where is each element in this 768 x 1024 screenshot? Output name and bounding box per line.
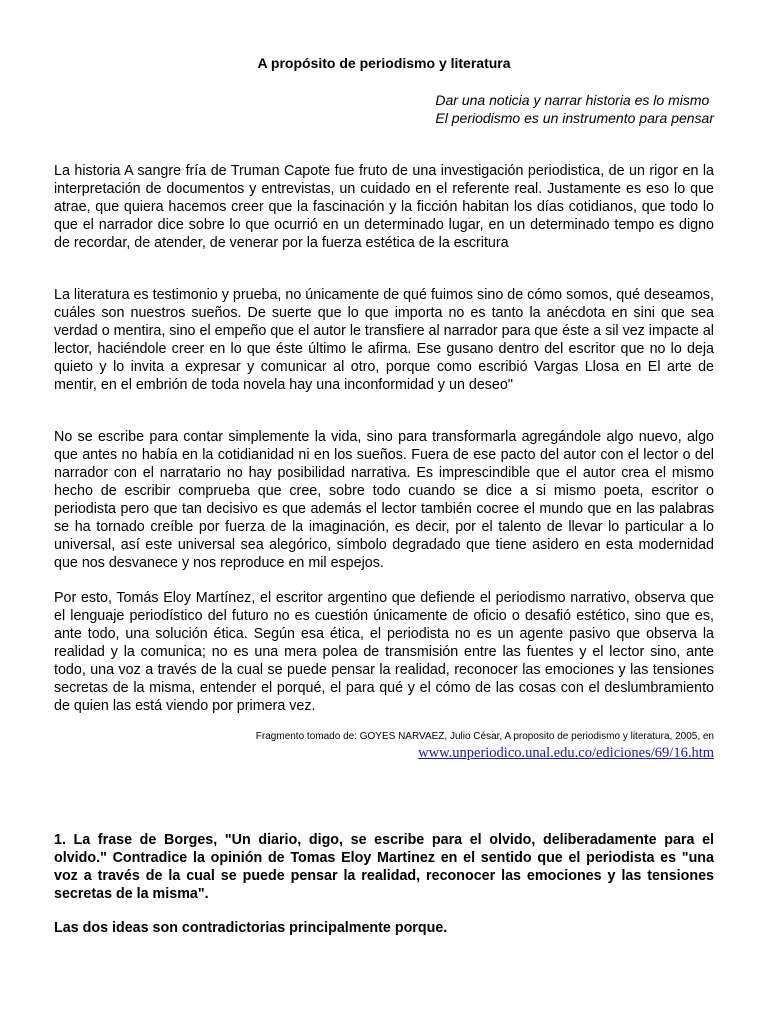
answer-prompt: Las dos ideas son contradictorias principalmente porque. (54, 920, 448, 936)
epigraph-line: El periodismo es un instrumento para pensar (435, 110, 714, 126)
paragraph-text: Por esto, Tomás Eloy Martínez, el escritor argentino que defiende el periodismo narrativo, observa que el lenguaje periodístico del futuro no es cuestión únicamente de oficio o desafió estético, sino que es, ante todo, una solución ética. Según esa ética, el periodista no es un agente pasivo que observa la realidad y la comunica; no es una mera polea de transmisión entre las fuentes y el lector sino, ante todo, una voz a través de la cual se puede pensar la realidad, reconocer las emociones y las tensiones secretas de la misma, entender el porqué, el para qué y el cómo de las cosas con el deslumbramiento de quien las está viendo por primera vez. (54, 590, 714, 714)
body-paragraph (54, 589, 714, 715)
source-citation: Fragmento tomado de: GOYES NARVAEZ, Julio César, A proposito de periodismo y literatura, 2005, en (255, 731, 714, 742)
body-paragraph (54, 428, 714, 572)
page-title: A propósito de periodismo y literatura (257, 55, 511, 71)
source-link[interactable]: www.unperiodico.unal.edu.co/ediciones/69/16.htm (418, 745, 714, 761)
question-text: 1. La frase de Borges, "Un diario, digo, se escribe para el olvido, deliberadamente para el olvido." Contradice la opinión de Tomas Eloy Martinez en el sentido que el periodista es "una voz a través de la cual se puede pensar la realidad, reconocer las emociones y las tensiones secretas de la misma". (54, 832, 714, 902)
paragraph-text: La historia A sangre fría de Truman Capote fue fruto de una investigación periodistica, de un rigor en la interpretación de documentos y entrevistas, un cuidado en el referente real. Justamente es eso lo que atrae, que quiera hacemos creer que la fascinación y la ficción habitan los días cotidianos, que todo lo que el narrador dice sobre lo que ocurrió en un determinado lugar, en un determinado tempo es digno de recordar, de atender, de venerar por la fuerza estética de la escritura (54, 163, 714, 251)
epigraph (435, 91, 714, 127)
epigraph-line: Dar una noticia y narrar historia es lo mismo (435, 92, 710, 108)
paragraph-text: No se escribe para contar simplemente la vida, sino para transformarla agregándole algo nuevo, algo que antes no había en la cotidianidad ni en los sueños. Fuera de ese pacto del autor con el lector o del narrador con el narratario no hay posibilidad narrativa. Es imprescindible que el autor crea el mismo hecho de escribir comprueba que cree, sobre todo cuando se dice a si mismo poeta, escritor o periodista pero que tan decisivo es que además el lector también cocree el mundo que en las palabras se ha tornado creíble por fuerza de la imaginación, es decir, por el talento de llevar lo particular a lo universal, así este universal sea alegórico, símbolo degradado que tiene asidero en esta modernidad que nos desvanece y nos reproduce en mil espejos. (54, 429, 714, 571)
paragraph-text: La literatura es testimonio y prueba, no únicamente de qué fuimos sino de cómo somos, qué deseamos, cuáles son nuestros sueños. De suerte que lo que importa no es tanto la anécdota en sini que sea verdad o mentira, sino el empeño que el autor le transfiere al narrador para que éste a sil vez impacte al lector, haciéndole creer en lo que éste último le afirma. Ese gusano dentro del escritor que no lo deja quieto y lo invita a expresar y comunicar al otro, porque como escribió Vargas Llosa en El arte de mentir, en el embrión de toda novela hay una inconformidad y un deseo" (54, 287, 714, 393)
body-paragraph (54, 286, 714, 394)
body-paragraph (54, 162, 714, 252)
